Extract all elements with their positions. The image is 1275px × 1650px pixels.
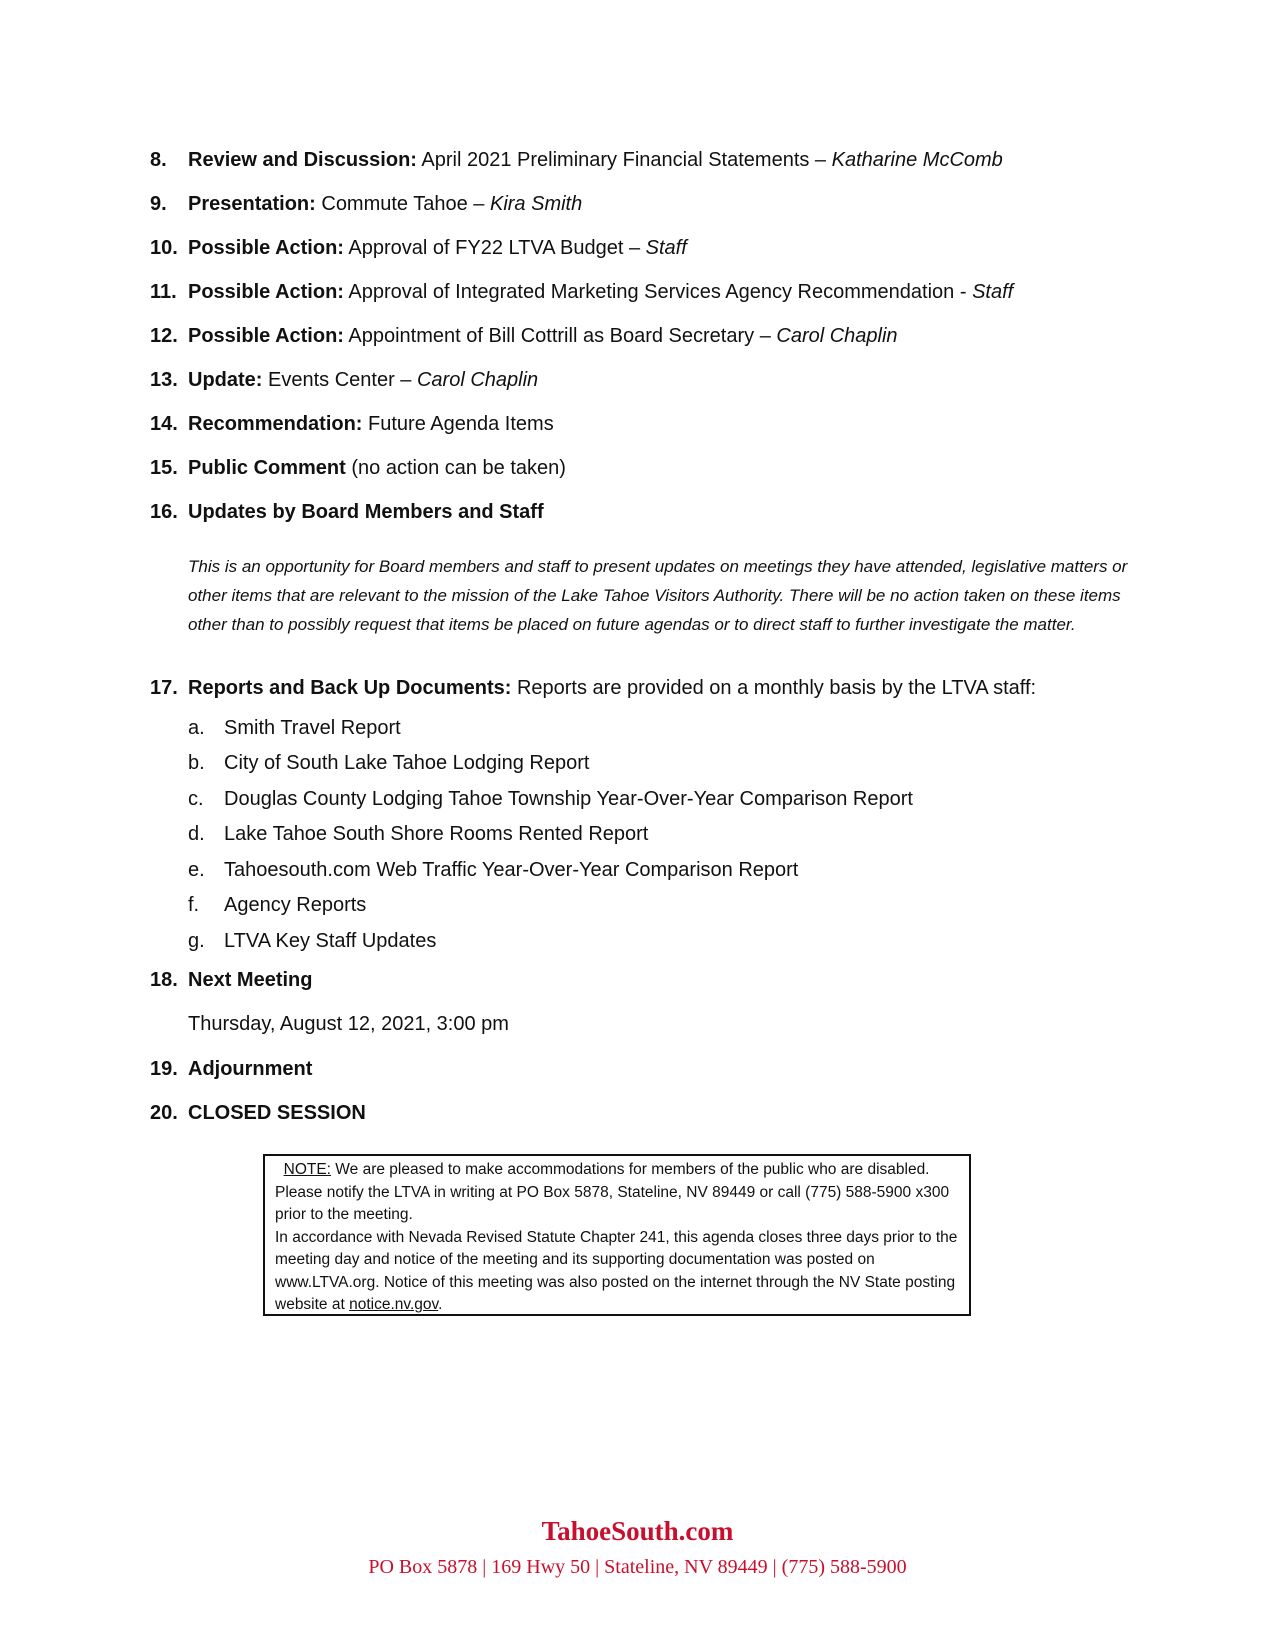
item-number: 20. xyxy=(150,1102,178,1124)
item-presenter: Staff xyxy=(972,281,1014,303)
report-item-e xyxy=(188,858,798,882)
agenda-item-11 xyxy=(150,280,1013,304)
item-number: 19. xyxy=(150,1058,178,1080)
notice-statute-text: In accordance with Nevada Revised Statute Chapter 241, this agenda closes three days prior to the meeting day and notice of the meeting and its supporting documentation was posted on www.LTVA.org. Notice of this meeting was also posted on the internet through the NV State posting website at xyxy=(275,1228,958,1313)
report-item-f xyxy=(188,893,366,917)
agenda-item-12 xyxy=(150,324,898,348)
notice-end: . xyxy=(438,1296,443,1313)
item-text: Approval of FY22 LTVA Budget – xyxy=(343,237,646,259)
item-presenter: Carol Chaplin xyxy=(776,325,898,347)
report-item-b xyxy=(188,751,589,775)
report-item-c xyxy=(188,787,913,811)
item-text: Commute Tahoe – xyxy=(315,193,490,215)
item-label: Update: xyxy=(188,369,263,391)
item-label: Next Meeting xyxy=(188,969,313,991)
agenda-item-17 xyxy=(150,676,1036,700)
footer-title: TahoeSouth.com xyxy=(541,1516,734,1546)
report-letter: c. xyxy=(188,788,204,810)
item-text: Future Agenda Items xyxy=(362,413,554,435)
item-label: Reports and Back Up Documents: xyxy=(188,677,512,699)
item-label: Updates by Board Members and Staff xyxy=(188,501,544,523)
report-text: Lake Tahoe South Shore Rooms Rented Report xyxy=(224,823,649,845)
item-number: 12. xyxy=(150,325,178,347)
item-label: Presentation: xyxy=(188,193,316,215)
item-label: Recommendation: xyxy=(188,413,363,435)
agenda-item-18 xyxy=(150,968,312,992)
report-text: City of South Lake Tahoe Lodging Report xyxy=(224,752,590,774)
report-item-d xyxy=(188,822,648,846)
item-text: Events Center – xyxy=(262,369,417,391)
item-number: 18. xyxy=(150,969,178,991)
item-text: April 2021 Preliminary Financial Statements – xyxy=(416,149,832,171)
item-text: Approval of Integrated Marketing Services Agency Recommendation - xyxy=(343,281,973,303)
item-number: 16. xyxy=(150,501,178,523)
report-text: Douglas County Lodging Tahoe Township Year-Over-Year Comparison Report xyxy=(224,788,913,810)
agenda-item-20 xyxy=(150,1101,366,1125)
report-letter: b. xyxy=(188,752,205,774)
item-text: Appointment of Bill Cottrill as Board Secretary – xyxy=(343,325,777,347)
report-letter: a. xyxy=(188,717,205,739)
notice-link[interactable]: notice.nv.gov xyxy=(349,1296,439,1313)
agenda-item-10 xyxy=(150,236,687,260)
report-letter: g. xyxy=(188,930,205,952)
agenda-item-9 xyxy=(150,192,582,216)
report-text: Smith Travel Report xyxy=(224,717,401,739)
agenda-item-13 xyxy=(150,368,538,392)
item-number: 8. xyxy=(150,149,167,171)
item-label: Possible Action: xyxy=(188,325,344,347)
agenda-item-19 xyxy=(150,1057,312,1081)
item-label: Possible Action: xyxy=(188,237,344,259)
notice-label: NOTE: xyxy=(283,1161,331,1178)
report-text: Tahoesouth.com Web Traffic Year-Over-Year Comparison Report xyxy=(224,859,799,881)
footer-address: PO Box 5878 | 169 Hwy 50 | Stateline, NV 89449 | (775) 588-5900 xyxy=(368,1556,907,1578)
item-number: 15. xyxy=(150,457,178,479)
accessibility-notice-box xyxy=(263,1154,971,1316)
item-presenter: Carol Chaplin xyxy=(416,369,539,391)
item-label: Public Comment xyxy=(188,457,346,479)
next-meeting-date: Thursday, August 12, 2021, 3:00 pm xyxy=(188,1013,509,1035)
item-text: (no action can be taken) xyxy=(345,457,566,479)
report-text: LTVA Key Staff Updates xyxy=(224,930,437,952)
item-presenter: Katharine McComb xyxy=(831,149,1003,171)
item-label: Review and Discussion: xyxy=(188,149,417,171)
agenda-item-16 xyxy=(150,500,544,524)
item-presenter: Kira Smith xyxy=(489,193,583,215)
item-number: 11. xyxy=(150,281,177,303)
item-number: 10. xyxy=(150,237,178,259)
report-letter: e. xyxy=(188,859,205,881)
item-presenter: Staff xyxy=(645,237,687,259)
item-number: 17. xyxy=(150,677,178,699)
report-item-g xyxy=(188,929,436,953)
item-label: Possible Action: xyxy=(188,281,344,303)
notice-paragraph-statute xyxy=(275,1227,959,1317)
item-number: 9. xyxy=(150,193,167,215)
report-text: Agency Reports xyxy=(224,894,367,916)
agenda-item-14 xyxy=(150,412,554,436)
item-16-description: This is an opportunity for Board members and staff to present updates on meetings they have attended, legislative matters or other items that are relevant to the mission of the Lake Tahoe Visitors Authority. There will be no action taken on these items other than to possibly request that items be placed on future agendas or to direct staff to further investigate the matter. xyxy=(188,557,1128,634)
agenda-item-8 xyxy=(150,148,1003,172)
item-label: Adjournment xyxy=(188,1058,313,1080)
item-text: Reports are provided on a monthly basis by the LTVA staff: xyxy=(511,677,1037,699)
report-letter: f. xyxy=(188,894,200,916)
report-item-a xyxy=(188,716,401,740)
notice-text: We are pleased to make accommodations for members of the public who are disabled. Please notify the LTVA in writing at PO Box 5878, Stateline, NV 89449 or call (775) 588-5900 x300 prior to the meeting. xyxy=(275,1161,950,1223)
report-letter: d. xyxy=(188,823,205,845)
item-label: CLOSED SESSION xyxy=(188,1102,366,1124)
item-number: 13. xyxy=(150,369,178,391)
notice-paragraph-accommodations xyxy=(275,1159,959,1227)
agenda-item-15 xyxy=(150,456,566,480)
item-number: 14. xyxy=(150,413,178,435)
